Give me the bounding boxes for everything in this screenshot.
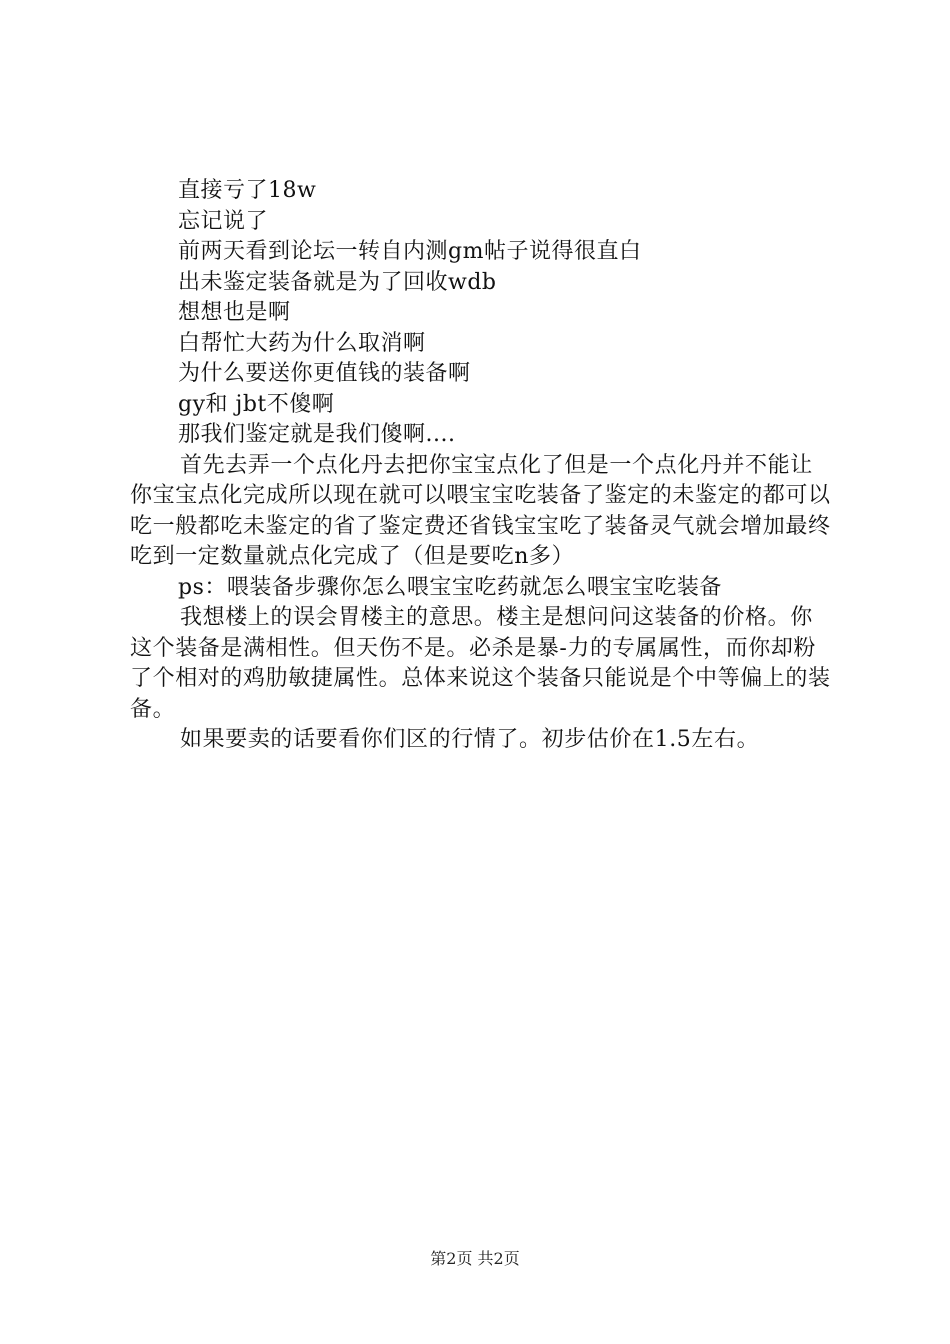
text-line: 想想也是啊 [178,300,291,325]
text-line: 为什么要送你更值钱的装备啊 [178,361,471,386]
page-footer: 第2页 共2页 [430,1249,520,1268]
text-line: 白帮忙大药为什么取消啊 [178,330,426,356]
text-line: 忘记说了 [178,208,269,234]
text-line: 那我们鉴定就是我们傻啊.... [178,422,456,447]
text-line: 出未鉴定装备就是为了回收wdb [178,269,497,295]
paragraph-equipment-review: 我想楼上的误会胃楼主的意思。楼主是想问问这装备的价格。你这个装备是满相性。但天伤不是。必杀是暴-力的专属属性，而你却粉了个相对的鸡肋敏捷属性。总体来说这个装备只能说是个中等偏上的装备。 [130,605,831,722]
document-body [130,176,835,756]
paragraph-price-estimate: 如果要卖的话要看你们区的行情了。初步估价在1.5左右。 [180,727,760,752]
text-line: gy和 jbt不傻啊 [178,391,335,417]
paragraph-ps-note: ps：喂装备步骤你怎么喂宝宝吃药就怎么喂宝宝吃装备 [178,574,722,600]
text-line: 前两天看到论坛一转自内测gm帖子说得很直白 [178,239,642,264]
text-line: 直接亏了18w [178,178,317,203]
paragraph-feeding-guide: 首先去弄一个点化丹去把你宝宝点化了但是一个点化丹并不能让你宝宝点化完成所以现在就可以喂宝宝吃装备了鉴定的未鉴定的都可以吃一般都吃未鉴定的省了鉴定费还省钱宝宝吃了装备灵气就会增加最终吃到一定数量就点化完成了（但是要吃n多） [130,452,831,569]
